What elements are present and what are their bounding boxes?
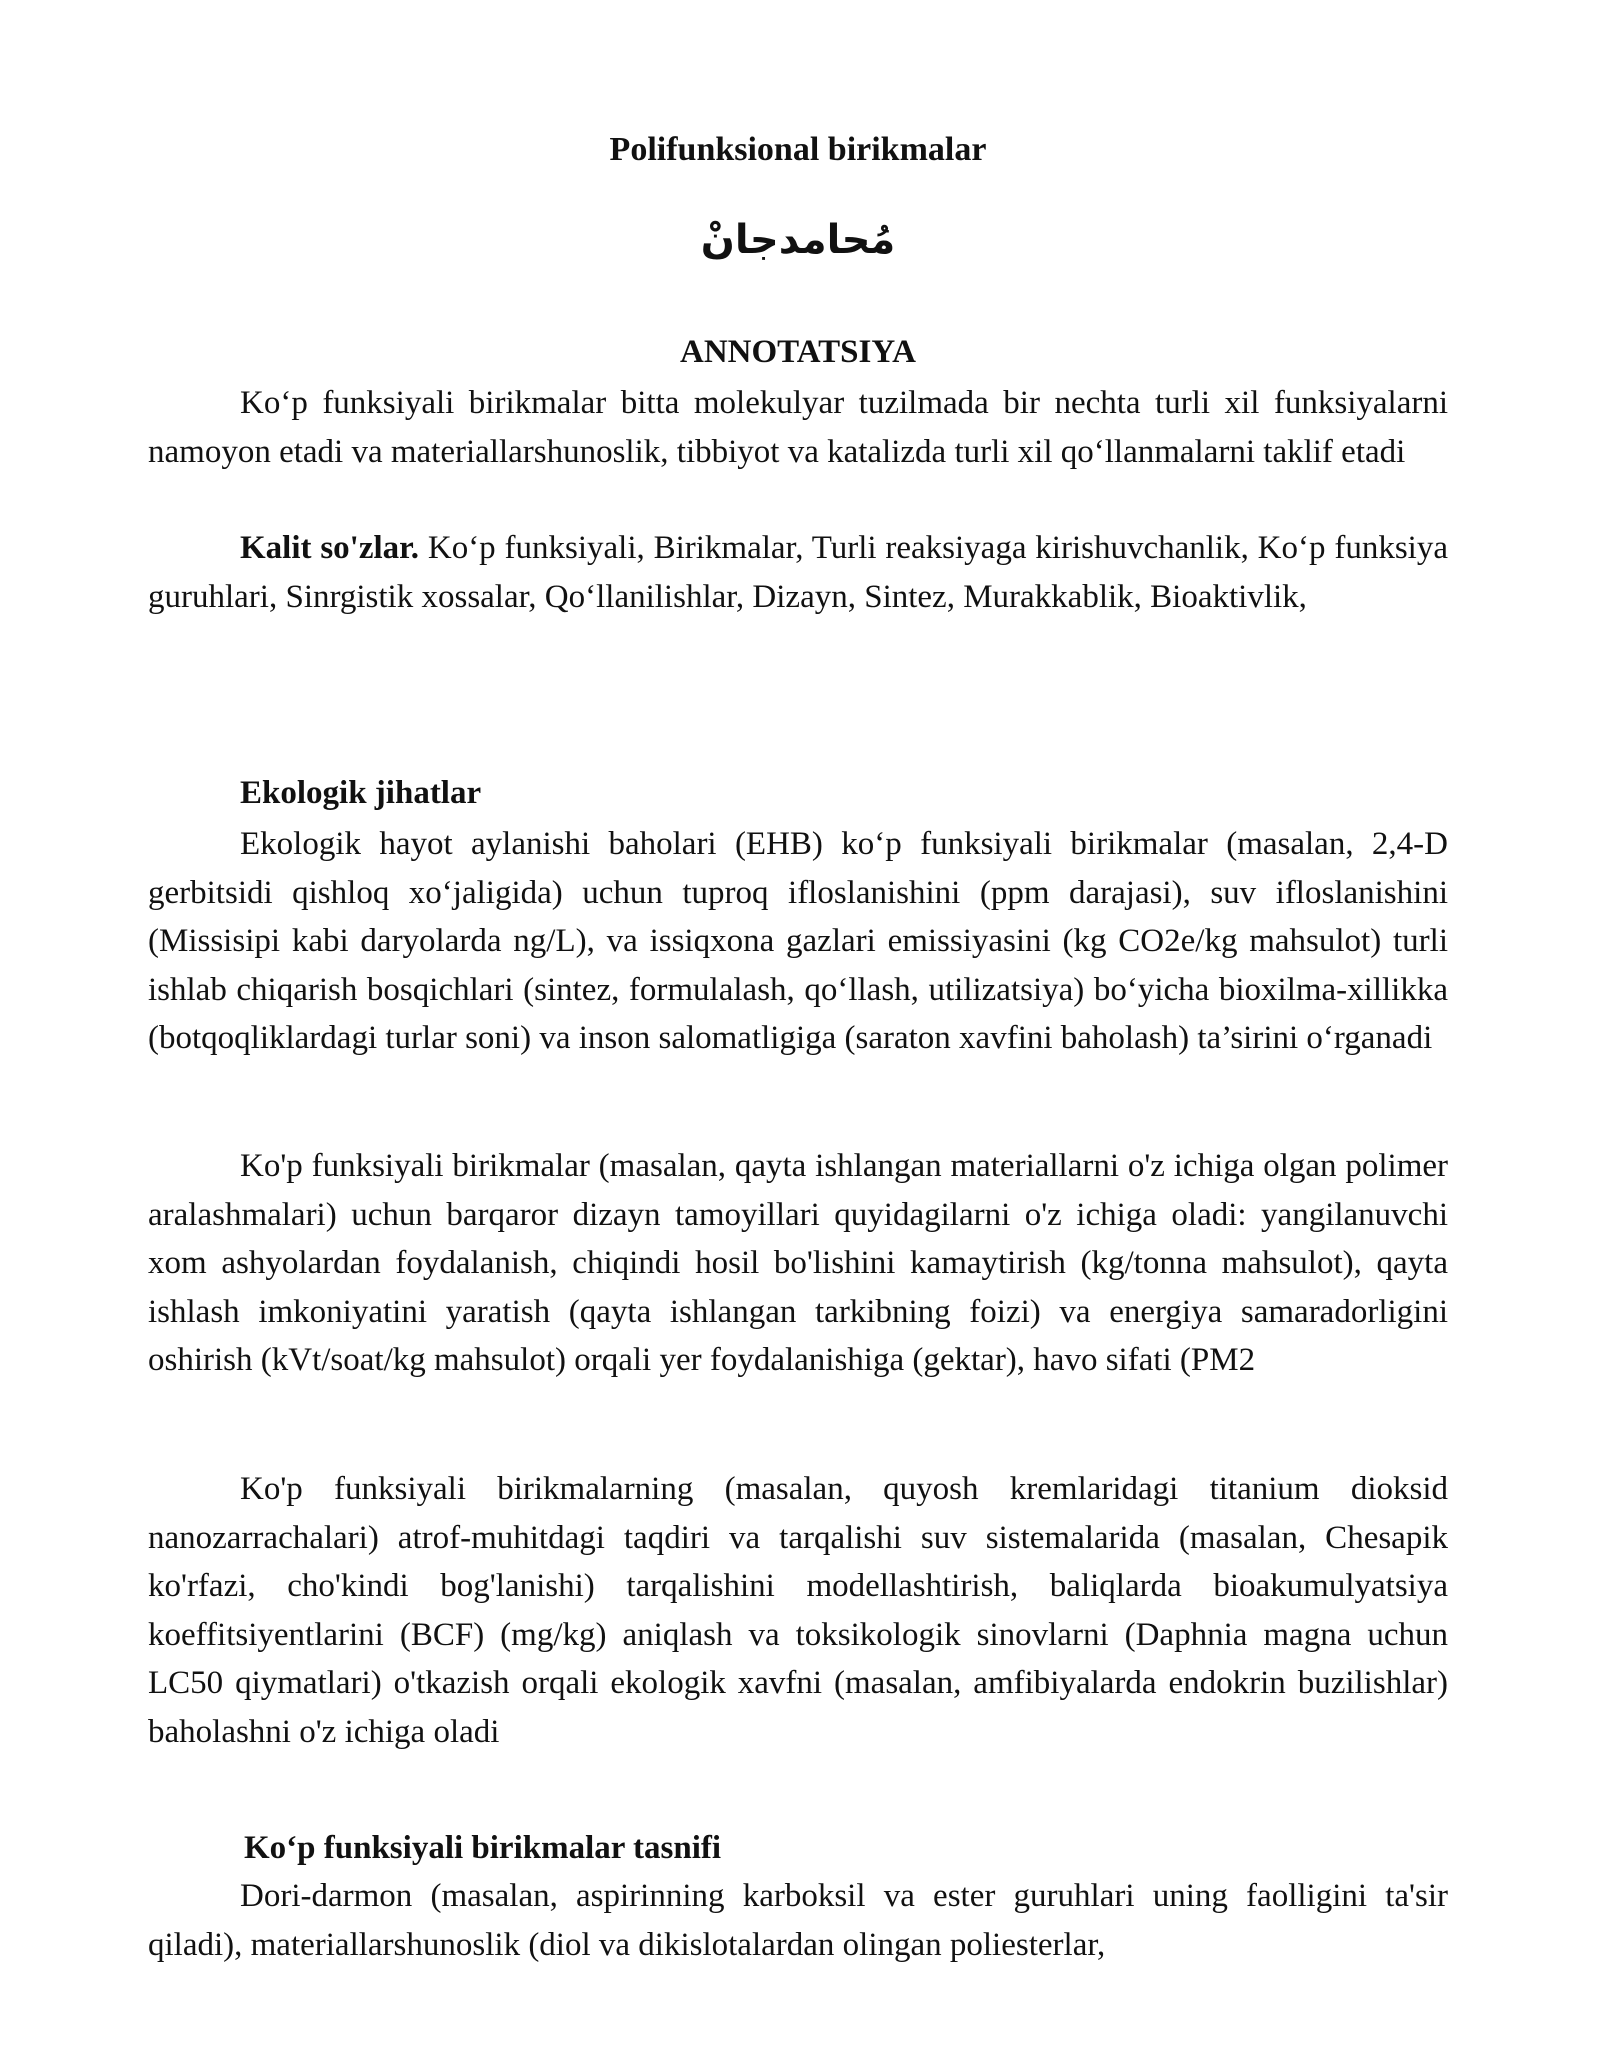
section-paragraph: Dori-darmon (masalan, aspirinning karboksil va ester guruhlari uning faolligini ta'sir qiladi), materiallarshunoslik (diol va dikislotalardan olingan poliesterlar, <box>148 1878 1448 1963</box>
section-heading-ekologik: Ekologik jihatlar <box>240 775 482 811</box>
section-heading-tasnif: Ko‘p funksiyali birikmalar tasnifi <box>244 1830 722 1866</box>
annotation-text: Ko‘p funksiyali birikmalar bitta molekulyar tuzilmada bir nechta turli xil funksiyalarni namoyon etadi va materiallarshunoslik, tibbiyot va katalizda turli xil qo‘llanmalarni taklif etadi <box>148 385 1448 470</box>
keywords-label: Kalit so'zlar. <box>240 530 420 566</box>
author-name: مُحامدجانْ <box>700 217 896 263</box>
section-paragraph: Ekologik hayot aylanishi baholari (EHB) ko‘p funksiyali birikmalar (masalan, 2,4-D gerbitsidi qishloq xo‘jaligida) uchun tuproq ifloslanishini (ppm darajasi), suv ifloslanishini (Missisipi kabi daryolarda ng/L), va issiqxona gazlari emissiyasini (kg CO2e/kg mahsulot) turli ishlab chiqarish bosqichlari (sintez, formulalash, qo‘llash, utilizatsiya) bo‘yicha bioxilma-xillikka (botqoqliklardagi turlar soni) va inson salomatligiga (saraton xavfini baholash) ta’sirini o‘rganadi <box>148 826 1448 1056</box>
section-paragraph: Ko'p funksiyali birikmalarning (masalan, quyosh kremlaridagi titanium dioksid nanozarrachalari) atrof-muhitdagi taqdiri va tarqalishi suv sistemalarida (masalan, Chesapik ko'rfazi, cho'kindi bog'lanishi) tarqalishini modellashtirish, baliqlarda bioakumulyatsiya koeffitsiyentlarini (BCF) (mg/kg) aniqlash va toksikologik sinovlarni (Daphnia magna uchun LC50 qiymatlari) o'tkazish orqali ekologik xavfni (masalan, amfibiyalarda endokrin buzilishlar) baholashni o'z ichiga oladi <box>148 1471 1448 1750</box>
annotation-heading: ANNOTATSIYA <box>680 334 916 370</box>
section-paragraph: Ko'p funksiyali birikmalar (masalan, qayta ishlangan materiallarni o'z ichiga olgan polimer aralashmalari) uchun barqaror dizayn tamoyillari quyidagilarni o'z ichiga oladi: yangilanuvchi xom ashyolardan foydalanish, chiqindi hosil bo'lishini kamaytirish (kg/tonna mahsulot), qayta ishlash imkoniyatini yaratish (qayta ishlangan tarkibning foizi) va energiya samaradorligini oshirish (kVt/soat/kg mahsulot) orqali yer foydalanishiga (gektar), havo sifati (PM2 <box>148 1148 1448 1378</box>
keywords-paragraph <box>148 524 1448 621</box>
document-title: Polifunksional birikmalar <box>609 131 987 168</box>
keywords-list: Ko‘p funksiyali, Birikmalar, Turli reaksiyaga kirishuvchanlik, Ko‘p funksiya guruhlari, Sinrgistik xossalar, Qo‘llanilishlar, Dizayn, Sintez, Murakkablik, Bioaktivlik, <box>148 530 1448 615</box>
